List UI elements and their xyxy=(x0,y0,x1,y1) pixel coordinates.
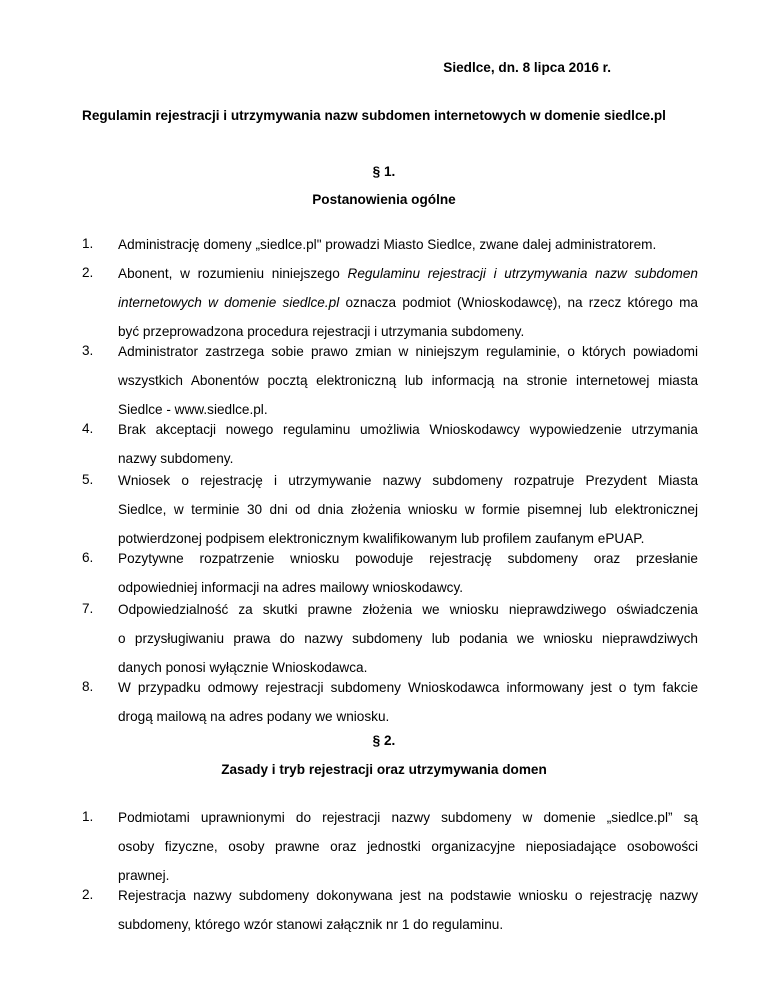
document-title: Regulamin rejestracji i utrzymywania nazw subdomen internetowych w domenie siedlce.pl xyxy=(82,108,666,123)
item-number: 8. xyxy=(82,679,94,694)
item-line-part: oznacza podmiot (Wnioskodawcę), na rzecz którego ma xyxy=(339,295,698,310)
item-line: W przypadku odmowy rejestracji subdomeny Wnioskodawca informowany jest o tym fakcie xyxy=(118,680,698,695)
item-number: 3. xyxy=(82,343,94,358)
item-line: Administrację domeny „siedlce.pl" prowadzi Miasto Siedlce, zwane dalej administratorem. xyxy=(118,237,657,252)
section-2-heading: Zasady i tryb rejestracji oraz utrzymywania domen xyxy=(221,762,547,777)
item-number: 4. xyxy=(82,421,94,436)
item-line: Siedlce - www.siedlce.pl. xyxy=(118,402,268,417)
item-line: nazwy subdomeny. xyxy=(118,451,234,466)
item-number: 6. xyxy=(82,550,94,565)
item-line: Wniosek o rejestrację i utrzymywanie nazwy subdomeny rozpatruje Prezydent Miasta xyxy=(118,473,698,488)
item-line: osoby fizyczne, osoby prawne oraz jednostki organizacyjne nieposiadające osobowości xyxy=(118,839,698,854)
item-line xyxy=(118,294,698,323)
item-line: danych ponosi wyłącznie Wnioskodawca. xyxy=(118,660,368,675)
item-number: 2. xyxy=(82,887,94,902)
item-line: Rejestracja nazwy subdomeny dokonywana jest na podstawie wniosku o rejestrację nazwy xyxy=(118,888,698,903)
item-line xyxy=(118,265,698,294)
item-line: Brak akceptacji nowego regulaminu umożliwia Wnioskodawcy wypowiedzenie utrzymania xyxy=(118,422,698,437)
item-line: wszystkich Abonentów pocztą elektroniczną lub informacją na stronie internetowej miasta xyxy=(118,373,698,388)
item-line: o przysługiwaniu prawa do nazwy subdomeny lub podania we wniosku nieprawdziwych xyxy=(118,631,698,646)
item-line: subdomeny, którego wzór stanowi załącznik nr 1 do regulaminu. xyxy=(118,917,504,932)
item-line: potwierdzonej podpisem elektronicznym kwalifikowanym lub profilem zaufanym ePUAP. xyxy=(118,531,645,546)
item-line: Pozytywne rozpatrzenie wniosku powoduje rejestrację subdomeny oraz przesłanie xyxy=(118,551,698,566)
item-line: być przeprowadzona procedura rejestracji i utrzymania subdomeny. xyxy=(118,324,525,339)
item-line: Odpowiedzialność za skutki prawne złożenia we wniosku nieprawdziwego oświadczenia xyxy=(118,602,698,617)
regulation-name-italic: Regulaminu rejestracji i utrzymywania nazw subdomen xyxy=(347,266,698,281)
item-number: 7. xyxy=(82,601,94,616)
item-line: Siedlce, w terminie 30 dni od dnia złożenia wniosku w formie pisemnej lub elektronicznej xyxy=(118,502,698,517)
item-number: 2. xyxy=(82,265,94,280)
item-line: Administrator zastrzega sobie prawo zmian w niniejszym regulaminie, o których powiadomi xyxy=(118,344,698,359)
item-number: 1. xyxy=(82,809,94,824)
item-number: 5. xyxy=(82,472,94,487)
section-1-number: § 1. xyxy=(372,164,396,179)
item-line: Podmiotami uprawnionymi do rejestracji nazwy subdomeny w domenie „siedlce.pl” są xyxy=(118,810,698,825)
item-number: 1. xyxy=(82,236,94,251)
item-line: drogą mailową na adres podany we wniosku. xyxy=(118,709,390,724)
item-line: odpowiedniej informacji na adres mailowy wnioskodawcy. xyxy=(118,580,464,595)
document-date: Siedlce, dn. 8 lipca 2016 r. xyxy=(443,60,611,75)
item-line: prawnej. xyxy=(118,868,170,883)
section-2-number: § 2. xyxy=(372,733,396,748)
section-1-heading: Postanowienia ogólne xyxy=(312,192,456,207)
regulation-name-italic: internetowych w domenie siedlce.pl xyxy=(118,295,340,310)
item-line-part: Abonent, w rozumieniu niniejszego xyxy=(118,266,348,281)
